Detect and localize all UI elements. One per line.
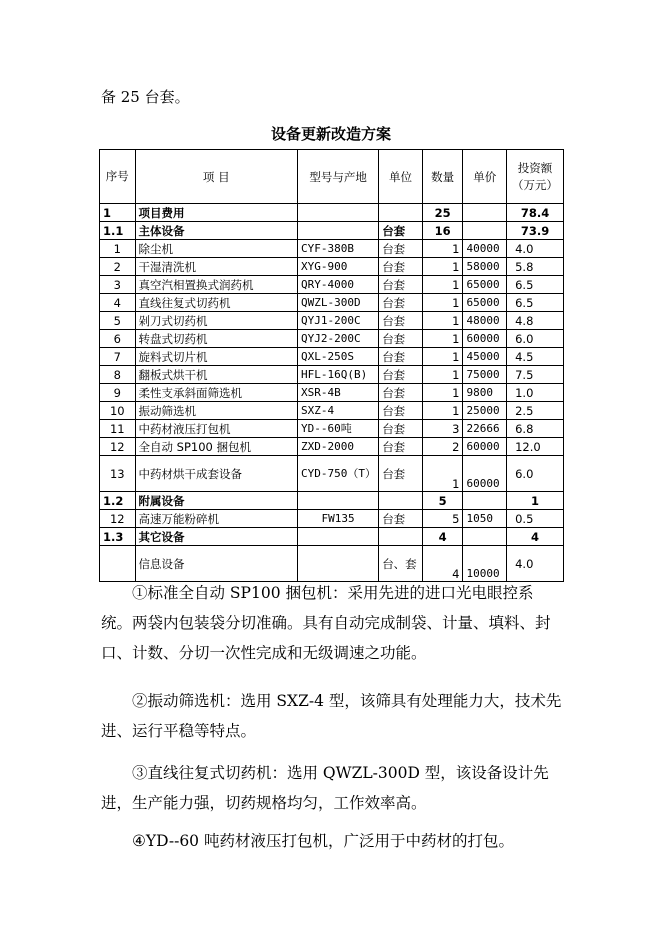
cell-item: 振动筛选机 xyxy=(135,402,297,420)
cell-seq: 1 xyxy=(100,204,136,222)
table-row xyxy=(100,294,564,312)
cell-item: 其它设备 xyxy=(135,528,297,546)
cell-seq: 7 xyxy=(100,348,136,366)
table-header-row xyxy=(100,150,564,204)
cell-price: 75000 xyxy=(463,366,507,384)
cell-seq: 8 xyxy=(100,366,136,384)
cell-model: YD--60吨 xyxy=(297,420,378,438)
cell-item: 直线往复式切药机 xyxy=(135,294,297,312)
cell-invest: 7.5 xyxy=(507,366,564,384)
table-row xyxy=(100,366,564,384)
table-row xyxy=(100,258,564,276)
cell-unit: 台套 xyxy=(379,312,423,330)
cell-item: 柔性支承斜面筛选机 xyxy=(135,384,297,402)
cell-item: 旋料式切片机 xyxy=(135,348,297,366)
cell-model: XSR-4B xyxy=(297,384,378,402)
table-title: 设备更新改造方案 xyxy=(270,125,391,143)
cell-unit xyxy=(379,492,423,510)
cell-model: QRY-4000 xyxy=(297,276,378,294)
cell-invest: 6.8 xyxy=(507,420,564,438)
cell-model: CYD-750（T） xyxy=(297,456,378,492)
cell-seq: 6 xyxy=(100,330,136,348)
cell-unit: 台套 xyxy=(379,294,423,312)
cell-unit: 台套 xyxy=(379,402,423,420)
cell-model xyxy=(297,546,378,582)
cell-seq: 9 xyxy=(100,384,136,402)
header-price: 单价 xyxy=(463,150,507,204)
cell-qty: 1 xyxy=(422,402,463,420)
cell-seq: 11 xyxy=(100,420,136,438)
cell-price: 65000 xyxy=(463,294,507,312)
cell-seq: 13 xyxy=(100,456,136,492)
cell-qty: 1 xyxy=(422,294,463,312)
cell-invest: 73.9 xyxy=(507,222,564,240)
cell-invest: 6.0 xyxy=(507,330,564,348)
cell-model xyxy=(297,528,378,546)
cell-invest: 0.5 xyxy=(507,510,564,528)
cell-invest: 4 xyxy=(507,528,564,546)
cell-price: 10000 xyxy=(463,546,507,582)
cell-price: 40000 xyxy=(463,240,507,258)
cell-invest: 4.0 xyxy=(507,546,564,582)
cell-item: 全自动 SP100 捆包机 xyxy=(135,438,297,456)
cell-price xyxy=(463,204,507,222)
section-row xyxy=(100,492,564,510)
cell-qty: 3 xyxy=(422,420,463,438)
header-model: 型号与产地 xyxy=(297,150,378,204)
table-row xyxy=(100,438,564,456)
header-unit: 单位 xyxy=(379,150,423,204)
cell-model: QXL-250S xyxy=(297,348,378,366)
table-row xyxy=(100,384,564,402)
cell-item: 高速万能粉碎机 xyxy=(135,510,297,528)
cell-seq: 10 xyxy=(100,402,136,420)
cell-unit xyxy=(379,204,423,222)
cell-invest: 4.5 xyxy=(507,348,564,366)
section-row xyxy=(100,528,564,546)
cell-price: 1050 xyxy=(463,510,507,528)
cell-qty: 16 xyxy=(422,222,463,240)
cell-qty: 4 xyxy=(422,528,463,546)
cell-invest: 6.5 xyxy=(507,276,564,294)
cell-item: 除尘机 xyxy=(135,240,297,258)
cell-qty: 1 xyxy=(422,330,463,348)
equipment-table xyxy=(99,149,564,582)
cell-seq: 1.1 xyxy=(100,222,136,240)
cell-unit: 台套 xyxy=(379,366,423,384)
header-qty: 数量 xyxy=(422,150,463,204)
cell-model: CYF-380B xyxy=(297,240,378,258)
cell-model xyxy=(297,204,378,222)
cell-item: 干湿清洗机 xyxy=(135,258,297,276)
cell-model: HFL-16Q(B) xyxy=(297,366,378,384)
cell-seq: 3 xyxy=(100,276,136,294)
cell-price xyxy=(463,528,507,546)
cell-qty: 1 xyxy=(422,456,463,492)
header-item: 项 目 xyxy=(135,150,297,204)
table-row xyxy=(100,510,564,528)
cell-invest: 6.5 xyxy=(507,294,564,312)
paragraph-baler: ①标准全自动 SP100 捆包机：采用先进的进口光电眼控系统。两袋内包装袋分切准确。具有自动完成制袋、计量、填料、封口、计数、分切一次性完成和无级调速之功能。 xyxy=(101,584,551,662)
cell-price: 58000 xyxy=(463,258,507,276)
cell-item: 中药材液压打包机 xyxy=(135,420,297,438)
cell-item: 主体设备 xyxy=(135,222,297,240)
cell-model: XYG-900 xyxy=(297,258,378,276)
cell-qty: 1 xyxy=(422,348,463,366)
cell-price: 48000 xyxy=(463,312,507,330)
cell-invest: 5.8 xyxy=(507,258,564,276)
cell-model: QYJ1-200C xyxy=(297,312,378,330)
cell-qty: 1 xyxy=(422,366,463,384)
cell-qty: 1 xyxy=(422,276,463,294)
cell-seq: 4 xyxy=(100,294,136,312)
section-row xyxy=(100,222,564,240)
cell-qty: 4 xyxy=(422,546,463,582)
paragraph-screener: ②振动筛选机：选用 SXZ-4 型，该筛具有处理能力大，技术先进、运行平稳等特点。 xyxy=(101,692,562,740)
cell-price: 45000 xyxy=(463,348,507,366)
cell-qty: 25 xyxy=(422,204,463,222)
paragraph-press: ④YD--60 吨药材液压打包机，广泛用于中药材的打包。 xyxy=(132,832,514,850)
cell-price: 22666 xyxy=(463,420,507,438)
cell-unit: 台套 xyxy=(379,456,423,492)
cell-seq: 12 xyxy=(100,510,136,528)
cell-qty: 1 xyxy=(422,240,463,258)
cell-item: 翻板式烘干机 xyxy=(135,366,297,384)
cell-item: 中药材烘干成套设备 xyxy=(135,456,297,492)
cell-invest: 4.0 xyxy=(507,240,564,258)
cell-item: 真空汽相置换式润药机 xyxy=(135,276,297,294)
cell-seq: 1.2 xyxy=(100,492,136,510)
cell-price: 60000 xyxy=(463,330,507,348)
cell-price xyxy=(463,222,507,240)
cell-model: FW135 xyxy=(297,510,378,528)
cell-qty: 1 xyxy=(422,258,463,276)
header-invest: 投资额（万元） xyxy=(507,150,564,204)
cell-item: 附属设备 xyxy=(135,492,297,510)
cell-unit: 台套 xyxy=(379,240,423,258)
table-row xyxy=(100,276,564,294)
cell-model xyxy=(297,492,378,510)
cell-unit: 台、套 xyxy=(379,546,423,582)
table-row xyxy=(100,330,564,348)
cell-unit: 台套 xyxy=(379,276,423,294)
section-row xyxy=(100,204,564,222)
cell-seq: 1 xyxy=(100,240,136,258)
cell-unit: 台套 xyxy=(379,438,423,456)
cell-unit: 台套 xyxy=(379,330,423,348)
cell-item: 信息设备 xyxy=(135,546,297,582)
cell-invest: 4.8 xyxy=(507,312,564,330)
cell-unit: 台套 xyxy=(379,384,423,402)
cell-invest: 2.5 xyxy=(507,402,564,420)
cell-unit xyxy=(379,528,423,546)
cell-qty: 5 xyxy=(422,510,463,528)
cell-seq: 5 xyxy=(100,312,136,330)
intro-text: 备 25 台套。 xyxy=(101,88,190,106)
table-row xyxy=(100,546,564,582)
cell-item: 项目费用 xyxy=(135,204,297,222)
cell-item: 转盘式切药机 xyxy=(135,330,297,348)
cell-invest: 78.4 xyxy=(507,204,564,222)
header-seq: 序号 xyxy=(100,150,136,204)
cell-qty: 1 xyxy=(422,312,463,330)
cell-qty: 2 xyxy=(422,438,463,456)
cell-unit: 台套 xyxy=(379,348,423,366)
cell-model: SXZ-4 xyxy=(297,402,378,420)
cell-item: 剁刀式切药机 xyxy=(135,312,297,330)
table-row xyxy=(100,240,564,258)
cell-price: 60000 xyxy=(463,456,507,492)
table-row xyxy=(100,312,564,330)
cell-seq: 12 xyxy=(100,438,136,456)
table-row xyxy=(100,348,564,366)
paragraph-cutter: ③直线往复式切药机：选用 QWZL-300D 型，该设备设计先进，生产能力强，切药规格均匀，工作效率高。 xyxy=(101,764,549,812)
cell-model xyxy=(297,222,378,240)
cell-qty: 1 xyxy=(422,384,463,402)
cell-qty: 5 xyxy=(422,492,463,510)
cell-unit: 台套 xyxy=(379,222,423,240)
cell-price: 65000 xyxy=(463,276,507,294)
cell-invest: 12.0 xyxy=(507,438,564,456)
cell-unit: 台套 xyxy=(379,510,423,528)
cell-invest: 1.0 xyxy=(507,384,564,402)
cell-price xyxy=(463,492,507,510)
cell-model: QYJ2-200C xyxy=(297,330,378,348)
cell-invest: 6.0 xyxy=(507,456,564,492)
cell-invest: 1 xyxy=(507,492,564,510)
cell-price: 9800 xyxy=(463,384,507,402)
cell-model: QWZL-300D xyxy=(297,294,378,312)
cell-price: 25000 xyxy=(463,402,507,420)
cell-unit: 台套 xyxy=(379,258,423,276)
cell-seq xyxy=(100,546,136,582)
cell-model: ZXD-2000 xyxy=(297,438,378,456)
cell-seq: 2 xyxy=(100,258,136,276)
table-row xyxy=(100,402,564,420)
cell-price: 60000 xyxy=(463,438,507,456)
table-row xyxy=(100,456,564,492)
table-body xyxy=(100,204,564,582)
cell-unit: 台套 xyxy=(379,420,423,438)
cell-seq: 1.3 xyxy=(100,528,136,546)
table-row xyxy=(100,420,564,438)
